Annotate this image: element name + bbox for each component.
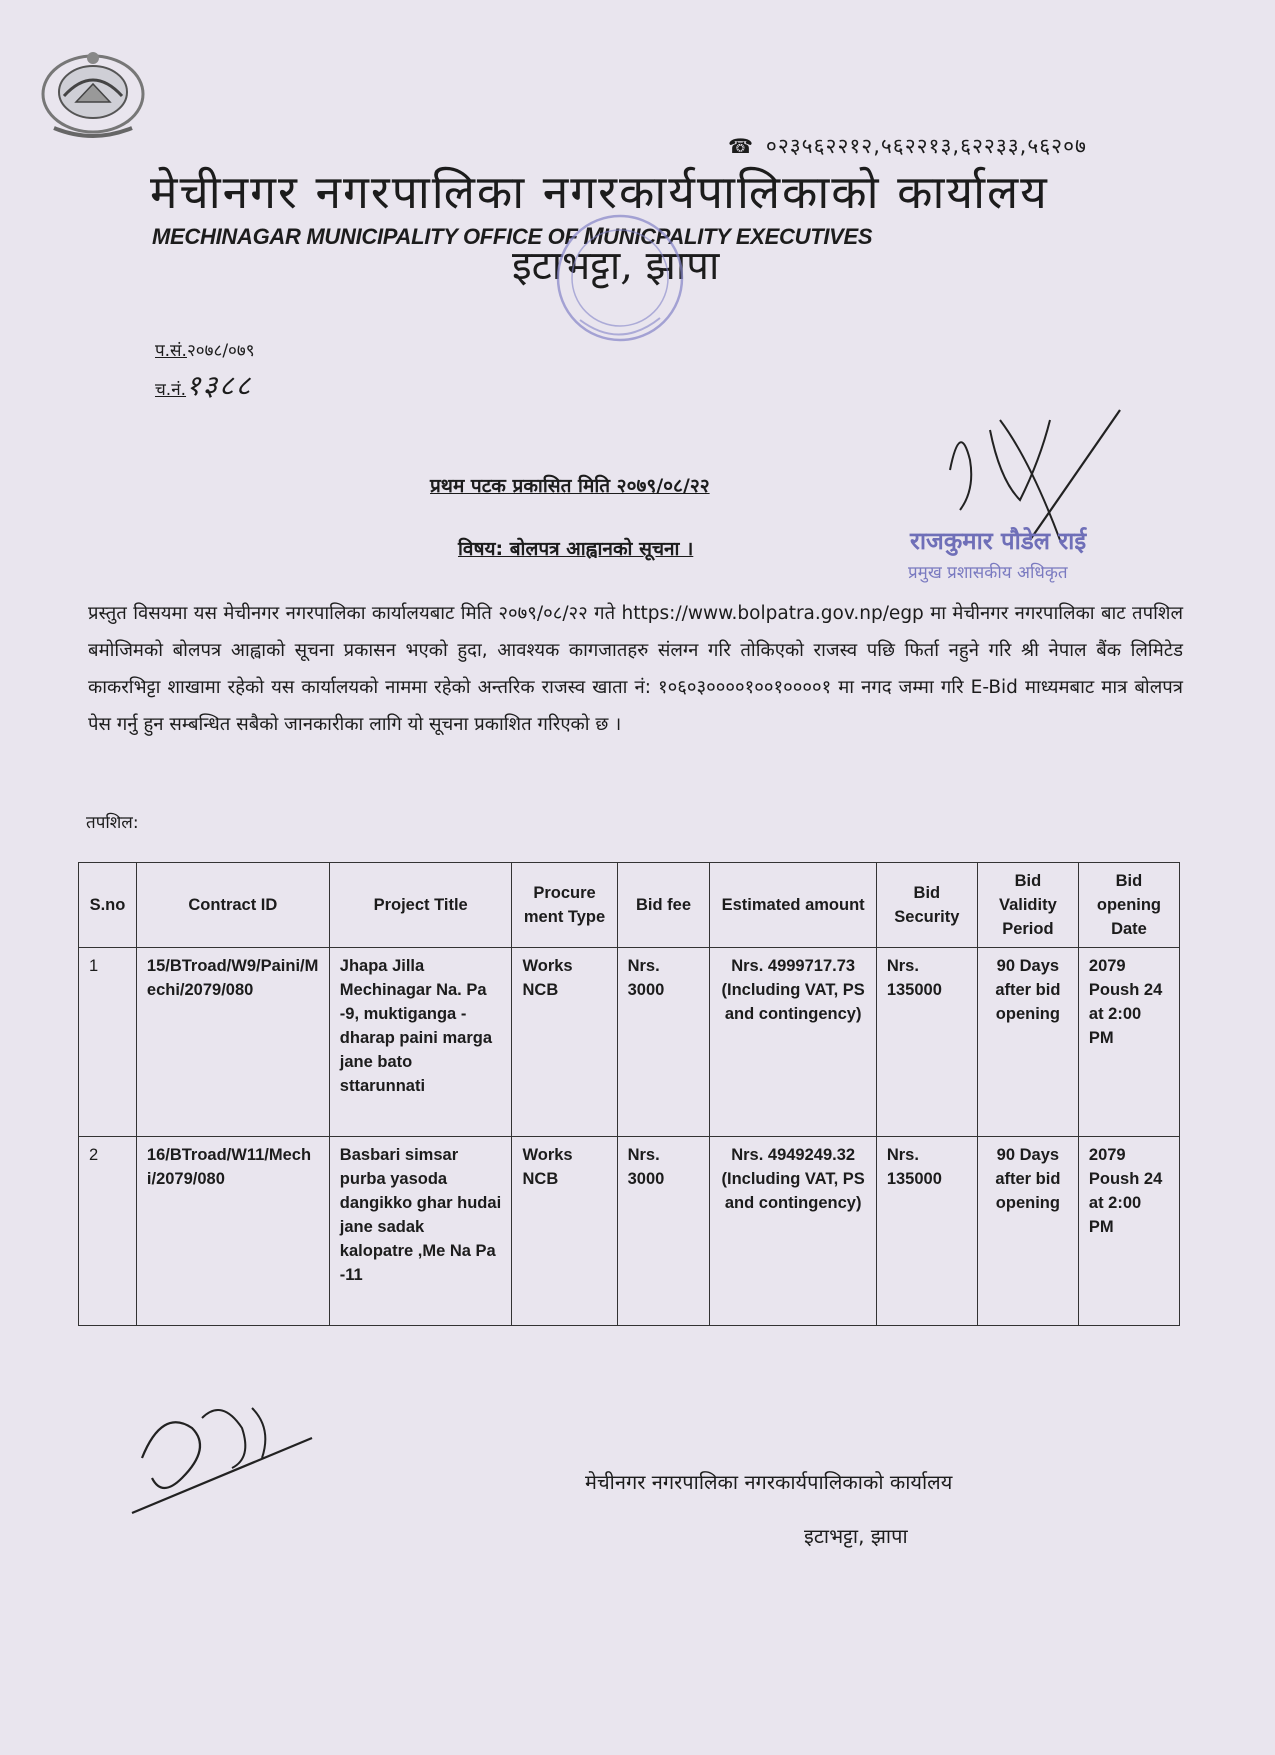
notice-body: प्रस्तुत विसयमा यस मेचीनगर नगरपालिका कार्यालयबाट मिति २०७९/०८/२२ गते https://www.bolpatra.gov.np/egp मा मेचीनगर नगरपालिका बाट तपशिल बमोजिमको बोलपत्र आह्वाको सूचना प्रकासन भएको हुदा, आवश्यक कागजातहरु संलग्न गरि तोकिएको राजस्व पछि फिर्ता नहुने गरि श्री नेपाल बैंक लिमिटेड काकरभिट्टा शाखामा रहेको यस कार्यालयको नाममा रहेको अन्तरिक राजस्व खाता नं: १०६०३००००१००१००००१ मा नगद जम्मा गरि E-Bid माध्यमबाट मात्र बोलपत्र पेस गर्नु हुन सम्बन्धित सबैको जानकारीका लागि यो सूचना प्रकाशित गरिएको छ । <box>88 603 1183 735</box>
header-bid-opening: Bid opening Date <box>1078 863 1179 948</box>
stamp-officer-role: प्रमुख प्रशासकीय अधिकृत <box>908 563 1068 583</box>
office-title-english: MECHINAGAR MUNICIPALITY OFFICE OF MUNICPALITY EXECUTIVES <box>152 223 873 250</box>
signature-icon <box>122 1388 322 1518</box>
details-label: तपशिल: <box>86 813 139 833</box>
header-estimated-amount: Estimated amount <box>710 863 876 948</box>
cell-bid-fee: Nrs. 3000 <box>617 948 710 1137</box>
cell-sno: 2 <box>79 1137 137 1326</box>
cell-bid-opening: 2079 Poush 24 at 2:00 PM <box>1078 948 1179 1137</box>
header-bid-security: Bid Security <box>876 863 977 948</box>
table-row <box>79 948 1180 1137</box>
cell-contract-id: 16/BTroad/W11/Mechi/2079/080 <box>136 1137 329 1326</box>
bid-details-table <box>78 862 1180 1326</box>
header-bid-fee: Bid fee <box>617 863 710 948</box>
cell-project-title: Basbari simsar purba yasoda dangikko ghar hudai jane sadak kalopatre ,Me Na Pa -11 <box>329 1137 512 1326</box>
cell-project-title: Jhapa Jilla Mechinagar Na. Pa -9, muktiganga - dharap paini marga jane bato sttarunnati <box>329 948 512 1137</box>
cell-bid-opening: 2079 Poush 24 at 2:00 PM <box>1078 1137 1179 1326</box>
cell-estimated-amount: Nrs. 4999717.73 (Including VAT, PS and contingency) <box>710 948 876 1137</box>
header-bid-validity: Bid Validity Period <box>977 863 1078 948</box>
nepal-emblem-icon <box>34 44 152 140</box>
notice-subject: विषय: बोलपत्र आह्वानको सूचना । <box>458 538 694 560</box>
cell-procurement-type: Works NCB <box>512 948 617 1137</box>
header-contract-id: Contract ID <box>136 863 329 948</box>
header-project-title: Project Title <box>329 863 512 948</box>
cell-estimated-amount: Nrs. 4949249.32 (Including VAT, PS and contingency) <box>710 1137 876 1326</box>
header-sno: S.no <box>79 863 137 948</box>
first-published-date: प्रथम पटक प्रकासित मिति २०७९/०८/२२ <box>430 475 710 497</box>
cell-contract-id: 15/BTroad/W9/Paini/Mechi/2079/080 <box>136 948 329 1137</box>
phone-icon: ☎ <box>728 134 754 158</box>
ref-fiscal-year: प.सं.२०७८/०७९ <box>155 341 255 361</box>
cell-bid-fee: Nrs. 3000 <box>617 1137 710 1326</box>
office-location: इटाभट्टा, झापा <box>512 243 720 289</box>
cell-bid-security: Nrs. 135000 <box>876 1137 977 1326</box>
office-seal-icon <box>525 200 705 370</box>
cell-procurement-type: Works NCB <box>512 1137 617 1326</box>
cell-sno: 1 <box>79 948 137 1137</box>
ref-dispatch-number: च.नं.१३८८ <box>155 369 253 402</box>
table-header-row <box>79 863 1180 948</box>
footer-location: इटाभट्टा, झापा <box>804 1524 908 1548</box>
cell-bid-validity: 90 Days after bid opening <box>977 948 1078 1137</box>
phone-numbers: ☎ ०२३५६२२१२,५६२२१३,६२२३३,५६२०७ <box>728 134 1087 158</box>
table-row <box>79 1137 1180 1326</box>
footer-office-name: मेचीनगर नगरपालिका नगरकार्यपालिकाको कार्यालय <box>585 1470 953 1494</box>
cell-bid-security: Nrs. 135000 <box>876 948 977 1137</box>
stamp-officer-name: राजकुमार पौडेल राई <box>910 527 1087 555</box>
cell-bid-validity: 90 Days after bid opening <box>977 1137 1078 1326</box>
office-title-nepali: मेचीनगर नगरपालिका नगरकार्यपालिकाको कार्यालय <box>150 165 1049 219</box>
header-procurement-type: Procure ment Type <box>512 863 617 948</box>
